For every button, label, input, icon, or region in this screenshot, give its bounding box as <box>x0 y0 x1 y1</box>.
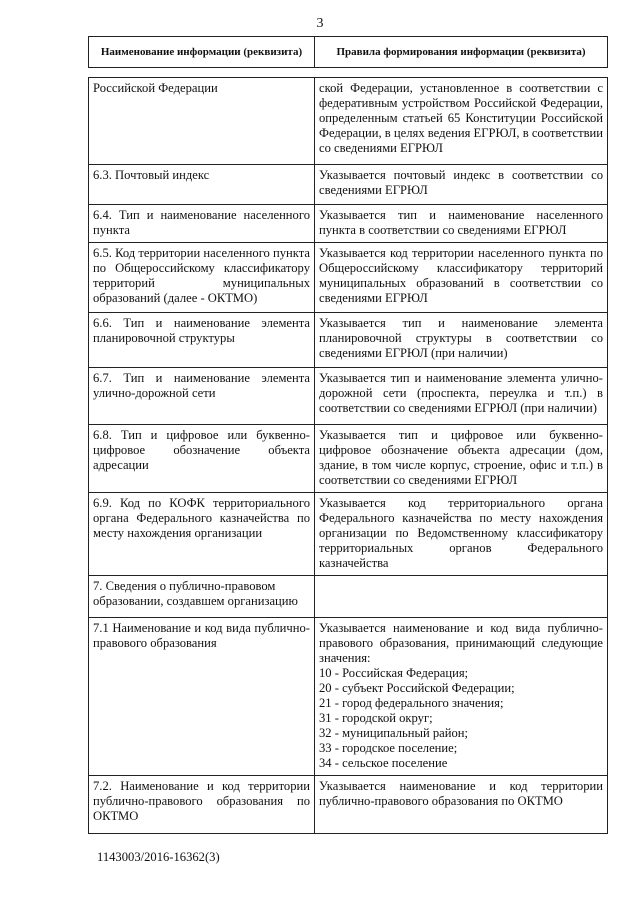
table-row <box>89 618 608 776</box>
table-row <box>89 165 608 205</box>
requisite-rule <box>315 618 608 776</box>
table-row <box>89 493 608 576</box>
header-row <box>89 37 608 68</box>
value-item: 31 - городской округ; <box>319 711 433 725</box>
table-row <box>89 425 608 493</box>
value-item: 32 - муниципальный район; <box>319 726 469 740</box>
requisite-name: Российской Федерации <box>89 78 315 165</box>
value-item: 34 - сельское поселение <box>319 756 448 770</box>
requisite-rule: Указывается тип и наименование населенного пункта в соответствии со сведениями ЕГРЮЛ <box>315 205 608 243</box>
table-row <box>89 313 608 368</box>
rule-intro: Указывается наименование и код вида публично-правового образования, принимающий следующие значения: <box>319 621 603 665</box>
requisite-name: 6.5. Код территории населенного пункта по Общероссийскому классификатору территорий муниципальных образований (далее - ОКТМО) <box>89 243 315 313</box>
table-row <box>89 78 608 165</box>
requisite-rule: Указывается тип и наименование элемента улично-дорожной сети (проспекта, переулка и т.п.) в соответствии со сведениями ЕГРЮЛ (при наличии) <box>315 368 608 425</box>
requisite-rule: Указывается тип и цифровое или буквенно-цифровое обозначение объекта адресации (дом, здание, в том числе корпус, строение, офис и т.п.) в соответствии со сведениями ЕГРЮЛ <box>315 425 608 493</box>
value-item: 20 - субъект Российской Федерации; <box>319 681 515 695</box>
requisite-rule: ской Федерации, установленное в соответствии с федеративным устройством Российской Федерации, определенным статьей 65 Конституции Российской Федерации, в целях ведения ЕГРЮЛ, в соответствии со сведениями ЕГРЮЛ <box>315 78 608 165</box>
header-table <box>88 36 608 68</box>
requisite-name: 6.3. Почтовый индекс <box>89 165 315 205</box>
value-item: 33 - городское поселение; <box>319 741 458 755</box>
table-row <box>89 243 608 313</box>
requisite-name: 6.8. Тип и цифровое или буквенно-цифровое обозначение объекта адресации <box>89 425 315 493</box>
requisite-rule: Указывается код территории населенного пункта по Общероссийскому классификатору территорий муниципальных образований в соответствии со сведениями ЕГРЮЛ <box>315 243 608 313</box>
requisite-name: 6.9. Код по КОФК территориального органа Федерального казначейства по месту нахождения организации <box>89 493 315 576</box>
document-footer-code: 1143003/2016-16362(3) <box>97 850 220 864</box>
requisites-table <box>88 77 608 834</box>
requisite-name: 7.2. Наименование и код территории публично-правового образования по ОКТМО <box>89 776 315 834</box>
requisite-name: 6.4. Тип и наименование населенного пункта <box>89 205 315 243</box>
table-row <box>89 368 608 425</box>
requisite-rule: Указывается наименование и код территории публично-правового образования по ОКТМО <box>315 776 608 834</box>
table-row <box>89 205 608 243</box>
page-number: 3 <box>316 16 324 31</box>
requisite-name: 7. Сведения о публично-правовом образовании, создавшем организацию <box>89 576 315 618</box>
header-col-name: Наименование информации (реквизита) <box>89 37 315 68</box>
table-row <box>89 576 608 618</box>
requisite-name: 7.1 Наименование и код вида публично-правового образования <box>89 618 315 776</box>
requisite-name: 6.7. Тип и наименование элемента улично-дорожной сети <box>89 368 315 425</box>
table-row <box>89 776 608 834</box>
requisite-rule: Указывается почтовый индекс в соответствии со сведениями ЕГРЮЛ <box>315 165 608 205</box>
value-item: 10 - Российская Федерация; <box>319 666 469 680</box>
requisite-name: 6.6. Тип и наименование элемента планировочной структуры <box>89 313 315 368</box>
value-item: 21 - город федерального значения; <box>319 696 504 710</box>
header-col-rules: Правила формирования информации (реквизита) <box>315 37 608 68</box>
requisite-rule: Указывается код территориального органа Федерального казначейства по месту нахождения организации по Ведомственному классификатору территориальных органов Федерального казначейства <box>315 493 608 576</box>
requisite-rule <box>315 576 608 618</box>
requisite-rule: Указывается тип и наименование элемента планировочной структуры в соответствии со сведениями ЕГРЮЛ (при наличии) <box>315 313 608 368</box>
